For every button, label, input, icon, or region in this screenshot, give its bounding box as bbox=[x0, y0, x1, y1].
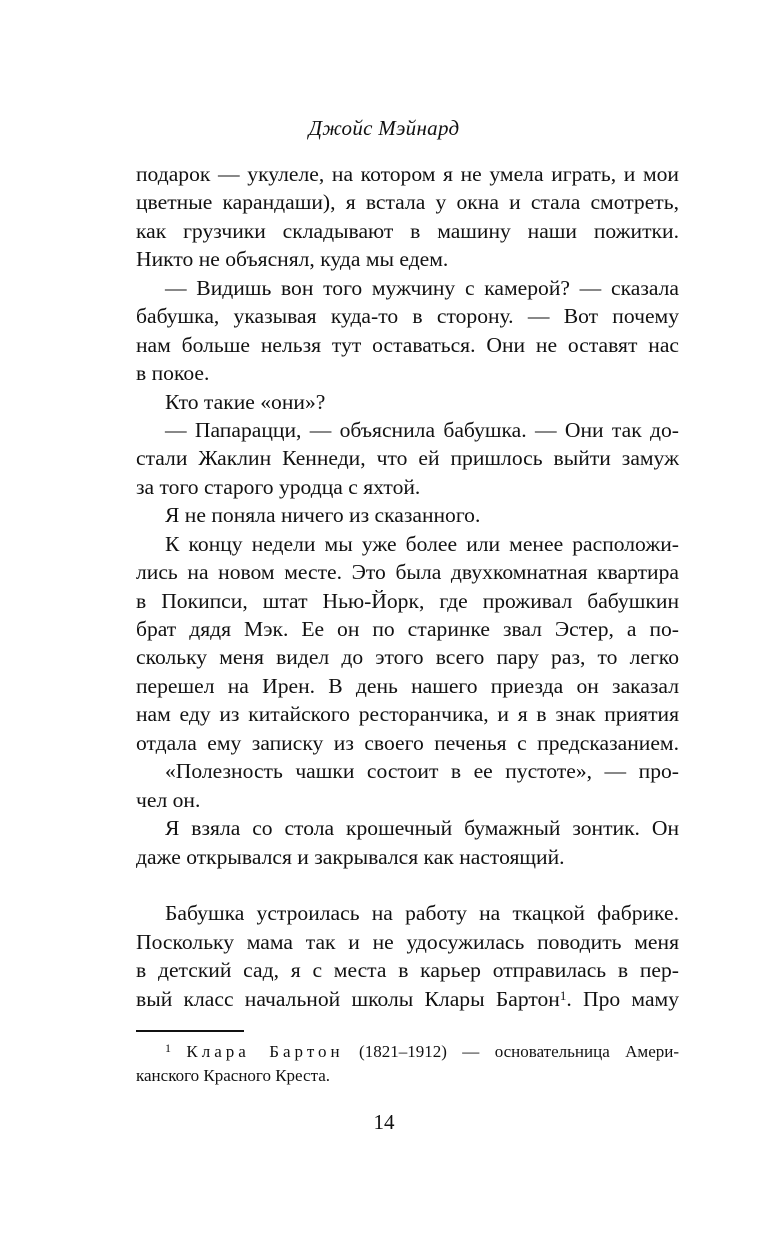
section-break bbox=[136, 871, 679, 899]
text-line: отдала ему записку из своего печенья с предсказанием. bbox=[136, 730, 679, 755]
text-line: в Покипси, штат Нью-Йорк, где проживал бабушкин bbox=[136, 588, 679, 613]
footnote-line: канского Красного Креста. bbox=[136, 1066, 330, 1085]
text-line: за того старого уродца с яхтой. bbox=[136, 474, 421, 499]
text-line: чел он. bbox=[136, 787, 201, 812]
text-line: Я не поняла ничего из сказанного. bbox=[165, 503, 481, 528]
page-number: 14 bbox=[373, 1110, 395, 1134]
text-line: Бабушка устроилась на работу на ткацкой фабрике. bbox=[165, 901, 679, 926]
footnote-text: (1821–1912) — основательница Амери- bbox=[343, 1042, 679, 1061]
text-line: в покое. bbox=[136, 361, 210, 386]
footnote bbox=[136, 1040, 679, 1088]
text-line: цветные карандаши), я встала у окна и стала смотреть, bbox=[136, 190, 679, 215]
text-line: брат дядя Мэк. Ее он по старинке звал Эстер, а по- bbox=[136, 617, 679, 641]
footnote-reference: 1 bbox=[559, 987, 567, 1003]
text-line: — Папарацци, — объяснила бабушка. — Они так до- bbox=[165, 417, 679, 442]
text-line: бабушка, указывая куда-то в сторону. — Вот почему bbox=[136, 304, 679, 329]
text-line: Никто не объяснял, куда мы едем. bbox=[136, 247, 449, 272]
text-line: нам еду из китайского ресторанчика, и я в знак приятия bbox=[136, 702, 679, 727]
text-line: стали Жаклин Кеннеди, что ей пришлось выйти замуж bbox=[136, 446, 679, 471]
text-line: в детский сад, я с места в карьер отправилась в пер- bbox=[136, 958, 679, 983]
text-line: лись на новом месте. Это была двухкомнатная квартира bbox=[136, 560, 679, 585]
text-line: Поскольку мама так и не удосужилась поводить меня bbox=[136, 929, 679, 954]
text-line: как грузчики складывают в машину наши пожитки. bbox=[136, 218, 679, 243]
footnote-line bbox=[136, 1040, 679, 1064]
text-line: нам больше нельзя тут оставаться. Они не оставят нас bbox=[136, 332, 679, 357]
text-line: «Полезность чашки состоит в ее пустоте», — про- bbox=[165, 759, 679, 784]
text-line-with-footnote bbox=[136, 985, 679, 1013]
footnote-name: Клара Бартон bbox=[186, 1042, 344, 1061]
text-line: Я взяла со стола крошечный бумажный зонтик. Он bbox=[165, 816, 679, 841]
footnote-divider bbox=[136, 1030, 244, 1032]
text-line: К концу недели мы уже более или менее расположи- bbox=[165, 531, 679, 556]
text-line: даже открывался и закрывался как настоящий. bbox=[136, 844, 565, 869]
text-line: скольку меня видел до этого всего пару раз, то легко bbox=[136, 645, 679, 670]
text-line: — Видишь вон того мужчину с камерой? — сказала bbox=[165, 275, 679, 300]
text-line: Кто такие «они»? bbox=[165, 389, 326, 414]
footnote-number: 1 bbox=[165, 1041, 171, 1055]
running-head: Джойс Мэйнард bbox=[308, 116, 460, 140]
text-segment: вый класс начальной школы Клары Бартон bbox=[136, 986, 560, 1011]
text-segment: . Про маму bbox=[566, 986, 679, 1011]
text-line: перешел на Ирен. В день нашего приезда он заказал bbox=[136, 673, 679, 698]
body-text bbox=[136, 160, 679, 1013]
text-line: подарок — укулеле, на котором я не умела играть, и мои bbox=[136, 162, 679, 186]
